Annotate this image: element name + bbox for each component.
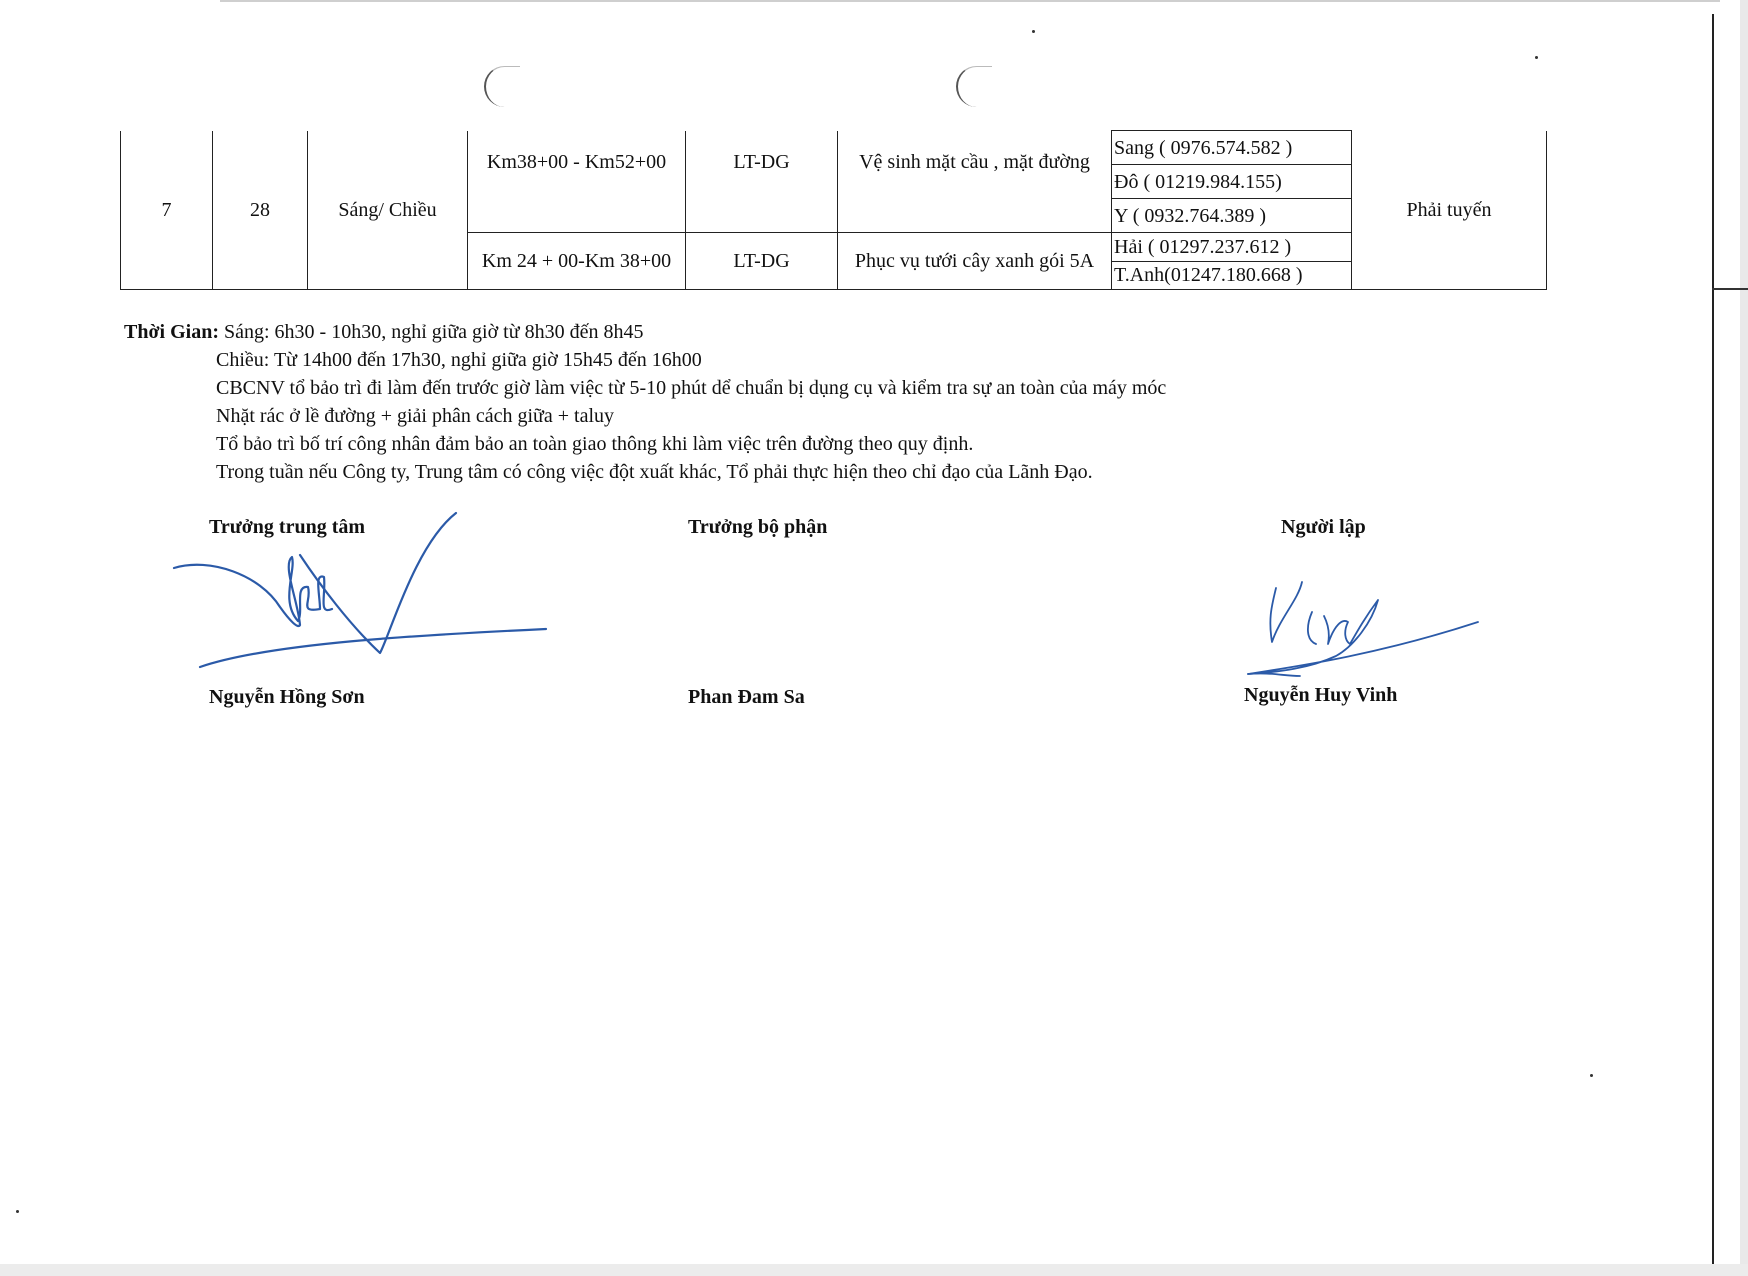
cell-contacts xyxy=(1112,233,1352,290)
contact-entry: T.Anh(01247.180.668 ) xyxy=(1114,264,1303,287)
note-line: Tổ bảo trì bố trí công nhân đảm bảo an toàn giao thông khi làm việc trên đường theo quy định. xyxy=(216,433,974,455)
scan-speck xyxy=(1535,56,1538,59)
signature-title: Trưởng bộ phận xyxy=(688,516,828,538)
cell-range: Km38+00 - Km52+00 xyxy=(468,131,686,233)
contact-entry: Y ( 0932.764.389 ) xyxy=(1114,204,1267,227)
scan-speck xyxy=(16,1210,19,1213)
signatory-name: Phan Đam Sa xyxy=(688,686,805,708)
signature-handwritten xyxy=(170,505,550,675)
schedule-table xyxy=(120,130,1547,290)
cell-stt: 7 xyxy=(121,131,213,290)
work-notes xyxy=(124,318,1166,486)
scan-edge-margin xyxy=(1740,0,1748,1276)
signature-title: Người lập xyxy=(1281,516,1366,538)
note-line: Nhặt rác ở lề đường + giải phân cách giữa + taluy xyxy=(216,405,615,427)
cell-num: 28 xyxy=(213,131,308,290)
contact-entry: Đô ( 01219.984.155) xyxy=(1112,165,1351,199)
cell-contacts xyxy=(1112,131,1352,233)
contact-entry: Hải ( 01297.237.612 ) xyxy=(1112,233,1351,262)
punch-hole-mark xyxy=(956,66,992,107)
cell-task: Vệ sinh mặt cầu , mặt đường xyxy=(838,131,1112,233)
signatory-name: Nguyễn Hồng Sơn xyxy=(209,686,365,708)
punch-hole-mark xyxy=(484,66,520,107)
signatory-name: Nguyễn Huy Vinh xyxy=(1244,684,1398,706)
cell-code: LT-DG xyxy=(686,131,838,233)
note-line: Chiều: Từ 14h00 đến 17h30, nghỉ giữa giờ 15h45 đến 16h00 xyxy=(216,349,702,371)
scan-edge-bottom xyxy=(0,1264,1748,1276)
scan-edge-top xyxy=(220,0,1720,2)
note-line: CBCNV tổ bảo trì đi làm đến trước giờ làm việc từ 5-10 phút dể chuẩn bị dụng cụ và kiểm tra sự an toàn của máy móc xyxy=(216,377,1167,399)
cell-range: Km 24 + 00-Km 38+00 xyxy=(468,233,686,290)
time-label: Thời Gian: xyxy=(124,321,219,343)
contact-entry: Sang ( 0976.574.582 ) xyxy=(1112,131,1351,165)
scan-edge-mark xyxy=(1712,288,1748,290)
signature-title: Trưởng trung tâm xyxy=(209,516,366,538)
scan-edge-right xyxy=(1712,14,1714,1264)
signature-handwritten xyxy=(1240,560,1480,680)
cell-shift: Sáng/ Chiều xyxy=(308,131,468,290)
note-line xyxy=(124,318,1166,346)
cell-note: Phải tuyến xyxy=(1352,131,1547,290)
note-line: Trong tuần nếu Công ty, Trung tâm có công việc đột xuất khác, Tổ phải thực hiện theo chỉ đạo của Lãnh Đạo. xyxy=(216,461,1093,483)
scan-speck xyxy=(1032,30,1035,33)
note-text: Sáng: 6h30 - 10h30, nghỉ giữa giờ từ 8h30 đến 8h45 xyxy=(219,321,644,343)
cell-code: LT-DG xyxy=(686,233,838,290)
cell-task: Phục vụ tưới cây xanh gói 5A xyxy=(838,233,1112,290)
scan-speck xyxy=(1590,1074,1593,1077)
table-row xyxy=(121,131,1547,233)
